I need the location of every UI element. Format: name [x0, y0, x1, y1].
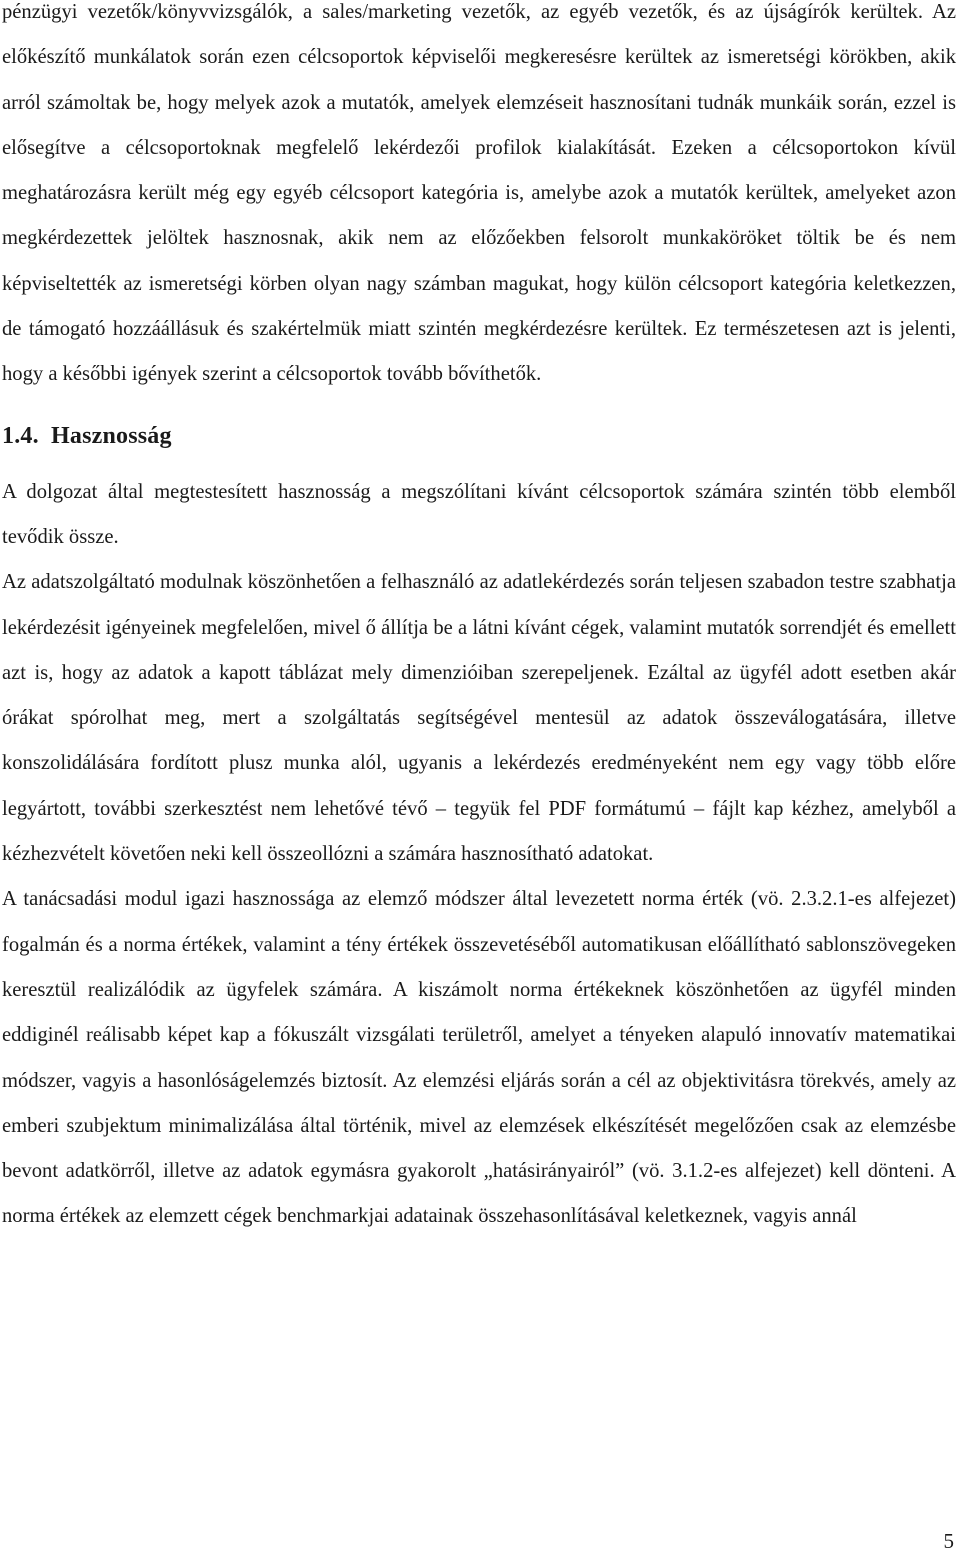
section-title: Hasznosság — [51, 422, 172, 449]
paragraph-usefulness-intro: A dolgozat által megtestesített hasznosság a megszólítani kívánt célcsoportok számára szintén több elemből tevődik össze. — [2, 480, 956, 548]
section-number: 1.4. — [2, 422, 39, 449]
paragraph-data-module: Az adatszolgáltató modulnak köszönhetően a felhasználó az adatlekérdezés során teljesen szabadon testre szabhatja lekérdezésit igényeinek megfelelően, mivel ő állítja be a látni kívánt cégek, valamint mutatók sorrendjét és emellett azt is, hogy az adatok a kapott táblázat mely dimenzióiban szerepeljenek. Ezáltal az ügyfél adott esetben akár órákat spórolhat meg, mert a szolgáltatás segítségével mentesül az adatok összeválogatására, illetve konszolidálására fordított plusz munka alól, ugyanis a lekérdezés eredményeként nem egy vagy több előre legyártott, további szerkesztést nem lehetővé tévő – tegyük fel PDF formátumú – fájlt kap kézhez, amelyből a kézhezvételt követően neki kell összeollózni a számára hasznosítható adatokat. — [2, 571, 956, 866]
document-page — [2, 0, 956, 1240]
paragraph-consulting-module: A tanácsadási modul igazi hasznossága az elemző módszer által levezetett norma érték (vö. 2.3.2.1-es alfejezet) fogalmán és a norma értékek, valamint a tény értékek összevetéséből automatikusan előállítható sablonszövegeken keresztül realizálódik az ügyfelek számára. A kiszámolt norma értékeknek köszönhetően az ügyfél minden eddiginél reálisabb képet kap a fókuszált vizsgálati területről, amelyet a tényeken alapuló innovatív matematikai módszer, vagyis a hasonlóságelemzés biztosít. Az elemzési eljárás során a cél az objektivitásra törekvés, amely az emberi szubjektum minimalizálása által történik, mivel az elemzések elkészítését megelőzően csak az elemzésbe bevont adatkörről, illetve az adatok egymásra gyakorolt „hatásirányairól” (vö. 3.1.2-es alfejezet) kell dönteni. A norma értékek az elemzett cégek benchmarkjai adatainak összehasonlításával keletkeznek, vagyis annál — [2, 888, 956, 1228]
paragraph-target-groups: pénzügyi vezetők/könyvvizsgálók, a sales/marketing vezetők, az egyéb vezetők, és az újságírók kerültek. Az előkészítő munkálatok során ezen célcsoportok képviselői megkeresésre kerültek az ismeretségi körökben, akik arról számoltak be, hogy melyek azok a mutatók, amelyek elemzéseit hasznosítani tudnák munkáik során, ezzel is elősegítve a célcsoportoknak megfelelő lekérdezői profilok kialakítását. Ezeken a célcsoportokon kívül meghatározásra került még egy egyéb célcsoport kategória is, amelybe azok a mutatók kerültek, amelyeket azon megkérdezettek jelöltek hasznosnak, akik nem az előzőekben felsorolt munkaköröket töltik be és nem képviseltették az ismeretségi körben olyan nagy számban magukat, hogy külön célcsoport kategória keletkezzen, de támogató hozzáállásuk és szakértelmük miatt szintén megkérdezésre kerültek. Ez természetesen azt is jelenti, hogy a későbbi igények szerint a célcsoportok tovább bővíthetők. — [2, 1, 956, 386]
page-number: 5 — [943, 1529, 954, 1553]
section-heading — [2, 406, 956, 466]
